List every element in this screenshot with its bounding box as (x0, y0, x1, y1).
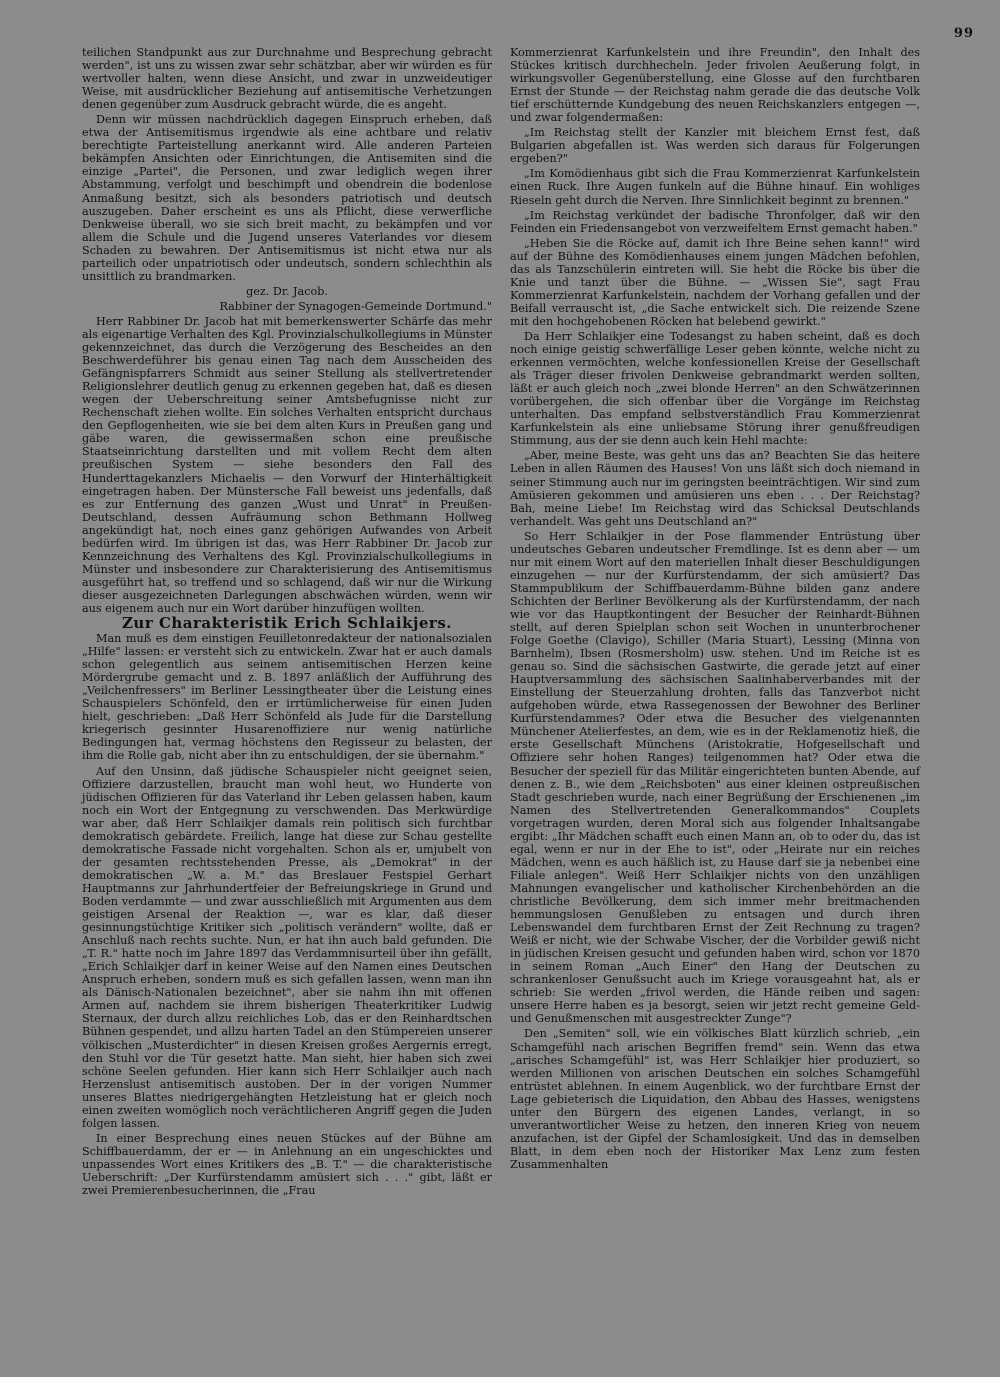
quote-paragraph: „Im Reichstag stellt der Kanzler mit bleichem Ernst fest, daß Bulgarien abgefallen ist. Was werden sich daraus für Folgerungen ergeben?" (510, 126, 920, 166)
paragraph: Da Herr Schlaikjer eine Todesangst zu haben scheint, daß es doch noch einige geistig schwerfällige Leser geben könnte, welche nicht zu erkennen vermöchten, welche konfessionellen Kreise der Gesellschaft als Träger dieser frivolen Denkweise gebrandmarkt werden sollten, läßt er auch gleich noch „zwei blonde Herren" an den Schwätzerinnen vorübergehen, die sich offenbar über die Vorgänge im Reichstag unterhalten. Das empfand selbstverständlich Frau Kommerzienrat Karfunkelstein als eine unliebsame Störung ihrer genußfreudigen Stimmung, aus der sie denn auch kein Hehl machte: (510, 329, 920, 448)
quote-paragraph: „Im Komödienhaus gibt sich die Frau Kommerzienrat Karfunkelstein einen Ruck. Ihre Augen funkeln auf die Bühne hinauf. Ein wohliges Rieseln geht durch die Nerven. Ihre Sinnlichkeit beginnt zu brennen." (510, 167, 920, 207)
page-number: 99 (953, 26, 974, 41)
paragraph: Man muß es dem einstigen Feuilletonredakteur der nationalsozialen „Hilfe" lassen: er versteht sich zu entwickeln. Zwar hat er auch damals schon gelegentlich aus seinem antisemitischen Herzen keine Mördergrube gemacht und z. B. 1897 anläßlich der Aufführung des „Veilchenfressers" im Berliner Lessingtheater über die Leistung eines Schauspielers Schönfeld, den er irrtümlicherweise für einen Juden hielt, geschrieben: „Daß Herr Schönfeld als Jude für die Darstellung kriegerisch gesinnter Husarenoffiziere nur wenig natürliche Bedingungen hat, vermag höchstens den Regisseur zu belasten, der ihm die Rolle gab, nicht aber ihn zu entschuldigen, der sie übernahm." (82, 632, 492, 763)
paragraph: So Herr Schlaikjer in der Pose flammender Entrüstung über undeutsches Gebaren undeutscher Fremdlinge. Ist es denn aber — um nur mit einem Wort auf den materiellen Inhalt dieser Beschuldigungen einzugehen — nur der Kurfürstendamm, der sich amüsiert? Das Stammpublikum der Schiffbauerdamm-Bühne bilden ganz andere Schichten der Berliner Bevölkerung als der Kurfürstendamm, der nach wie vor das Hauptkontingent der Besucher der Reinhardt-Bühnen stellt, auf deren Spielplan schon seit Wochen in ununterbrochener Folge Goethe (Clavigo), Schiller (Maria Stuart), Lessing (Minna von Barnhelm), Ibsen (Rosmersholm) usw. stehen. Und im Reiche ist es genau so. Sind die sächsischen Gastwirte, die gerade jetzt auf einer Hauptversammlung des sächsischen Saalinhaberverbandes mit der Einstellung der Steuerzahlung drohten, falls das Tanzverbot nicht aufgehoben würde, etwa Rassegenossen der Bewohner des Berliner Kurfürstendammes? Oder etwa die Besucher des vielgenannten Münchener Atelierfestes, an dem, wie es in der Reklamenotiz hieß, die erste Gesellschaft Münchens (Aristokratie, Hofgesellschaft und Offiziere sehr hohen Ranges) teilgenommen hat? Oder etwa die Besucher der speziell für das Militär eingerichteten bunten Abende, auf denen z. B., wie dem „Reichsboten" aus einer kleinen ostpreußischen Stadt geschrieben wurde, nach einer Begrüßung der Erschienenen „im Namen des Stellvertretenden Generalkommandos" Couplets vorgetragen wurden, deren Moral sich aus folgender Inhaltsangabe ergibt: „Ihr Mädchen schafft euch einen Mann an, ob to oder du, das ist egal, wenn er nur in der Ehe to ist", oder „Heirate nur ein reiches Mädchen, wenn es auch häßlich ist, zu Hause darf sie ja nebenbei eine Filiale anlegen". Weiß Herr Schlaikjer nichts von den unzähligen Mahnungen evangelischer und katholischer Kirchenbehörden an die christliche Bevölkerung, dem sich immer mehr breitmachenden hemmungslosen Genußleben zu entsagen und durch ihren Lebenswandel dem furchtbaren Ernst der Zeit Rechnung zu tragen? Weiß er nicht, wie der Schwabe Vischer, der die Vorbilder gewiß nicht in jüdischen Kreisen gesucht und gefunden haben wird, schon vor 1870 in seinem Roman „Auch Einer" den Hang der Deutschen zu schrankenloser Genußsucht auch im Kriege vorausgeahnt hat, als er schrieb: Sie werden „frivol werden, die Hände reiben und sagen: unsere Herre haben es ja besorgt, seien wir jetzt recht gemeine Geld- und Genußmenschen mit ausgestreckter Zunge"? (510, 529, 920, 1026)
quote-paragraph: „Im Reichstag verkündet der badische Thronfolger, daß wir den Feinden ein Friedensangebot von verzweifeltem Ernst gemacht haben." (510, 208, 920, 235)
paragraph: Denn wir müssen nachdrücklich dagegen Einspruch erheben, daß etwa der Antisemitismus irgendwie als eine achtbare und relativ berechtigte Parteistellung anerkannt wird. Alle anderen Parteien bekämpfen Ansichten oder Einrichtungen, die Antisemiten sind die einzige „Partei", die Personen, und zwar lediglich wegen ihrer Abstammung, verfolgt und beschimpft und obendrein die bodenlose Anmaßung besitzt, sich als besonders patriotisch und deutsch auszugeben. Daher erscheint es uns als Pflicht, diese verwerfliche Denkweise überall, wo sie sich breit macht, zu bekämpfen und vor allem die Schule und die Jugend unseres Vaterlandes vor diesem Schaden zu bewahren. Der Antisemitismus ist nicht etwa nur als parteilich oder unpatriotisch oder undeutsch, sondern schlechthin als unsittlich zu brandmarken. (82, 113, 492, 283)
article-heading: Zur Charakteristik Erich Schlaikjers. (121, 614, 453, 633)
left-column (82, 46, 492, 1199)
paragraph: Auf den Unsinn, daß jüdische Schauspieler nicht geeignet seien, Offiziere darzustellen, braucht man wohl heut, wo Hunderte von jüdischen Offizieren für das Vaterland ihr Leben gelassen haben, kaum noch ein Wort der Entgegnung zu verschwenden. Das Merkwürdige war aber, daß Herr Schlaikjer damals rein politisch sich furchtbar demokratisch gebärdete. Freilich, lange hat diese zur Schau gestellte demokratische Fassade nicht vorgehalten. Schon als er, umjubelt von der gesamten rechtsstehenden Presse, als „Demokrat" in der demokratischen „W. a. M." das Breslauer Festspiel Gerhart Hauptmanns zur Jahrhundertfeier der Befreiungskriege in Grund und Boden verdammte — und zwar ausschließlich mit Argumenten aus dem geistigen Arsenal der Reaktion —, war es klar, daß dieser gesinnungstüchtige Kritiker sich „politisch verändern" wollte, daß er Anschluß nach rechts suchte. Nun, er hat ihn auch bald gefunden. Die „T. R." hatte noch im Jahre 1897 das Verdammnisurteil über ihn gefällt, „Erich Schlaikjer darf in keiner Weise auf den Namen eines Deutschen Anspruch erheben, sondern muß es sich gefallen lassen, wenn man ihn als Dänisch-Nationalen bezeichnet", aber sie nahm ihn mit offenen Armen auf, nachdem sie ihrem bisherigen Theaterkritiker Ludwig Sternaux, der durch allzu reichliches Lob, das er den Reinhardtschen Bühnen gespendet, und allzu harten Tadel an den Stümpereien unserer völkischen „Musterdichter" in diesen Kreisen großes Aergernis erregt, den Stuhl vor die Tür gesetzt hatte. Man sieht, hier haben sich zwei schöne Seelen gefunden. Hier kann sich Herr Schlaikjer auch nach Herzenslust antisemitisch austoben. Der in der vorigen Nummer unseres Blattes niedrigergehängten Hetzleistung hat er gleich noch einen zweiten womöglich noch verächtlicheren Angriff gegen die Juden folgen lassen. (82, 764, 492, 1130)
quote-paragraph: „Heben Sie die Röcke auf, damit ich Ihre Beine sehen kann!" wird auf der Bühne des Komödienhauses einem jungen Mädchen befohlen, das als Tanzschülerin eintreten will. Sie hebt die Röcke bis über die Knie und tanzt über die Bühne. — „Wissen Sie", sagt Frau Kommerzienrat Karfunkelstein, nachdem der Vorhang gefallen und der Beifall verrauscht ist, „die Sache entwickelt sich. Die reizende Szene mit den hochgehobenen Röcken hat belebend gewirkt." (510, 236, 920, 328)
signature: gez. Dr. Jacob. (246, 284, 328, 298)
signature-organization: Rabbiner der Synagogen-Gemeinde Dortmund." (219, 299, 492, 313)
paragraph: Kommerzienrat Karfunkelstein und ihre Freundin", den Inhalt des Stückes kritisch durchhecheln. Jeder frivolen Aeußerung folgt, in wirkungsvoller Gegenüberstellung, eine Glosse auf den furchtbaren Ernst der Stunde — der Reichstag nahm gerade die das deutsche Volk tief erschütternde Kundgebung des neuen Reichskanzlers entgegen —, und zwar folgendermaßen: (510, 46, 920, 125)
paragraph: teilichen Standpunkt aus zur Durchnahme und Besprechung gebracht werden", ist uns zu wissen zwar sehr schätzbar, aber wir würden es für wertvoller halten, wenn diese Ansicht, und zwar in unzweideutiger Weise, mit ausdrücklicher Beziehung auf antisemitische Verhetzungen denen gegenüber zum Ausdruck gebracht würde, die es angeht. (82, 46, 492, 112)
paragraph: Den „Semiten" soll, wie ein völkisches Blatt kürzlich schrieb, „ein Schamgefühl nach arischen Begriffen fremd" sein. Wenn das etwa „arisches Schamgefühl" ist, was Herr Schlaikjer hier produziert, so werden Millionen von arischen Deutschen ein solches Schamgefühl entrüstet ablehnen. In einem Augenblick, wo der furchtbare Ernst der Lage gebieterisch die Liquidation, den Abbau des Hasses, wenigstens unter den Bürgern des eigenen Landes, verlangt, in so unverantwortlicher Weise zu hetzen, den inneren Krieg von neuem anzufachen, ist der Gipfel der Schamlosigkeit. Und das in demselben Blatt, in dem eben noch der Historiker Max Lenz zum festen Zusammenhalten (510, 1027, 920, 1171)
paragraph: Herr Rabbiner Dr. Jacob hat mit bemerkenswerter Schärfe das mehr als eigenartige Verhalten des Kgl. Provinzialschulkollegiums in Münster gekennzeichnet, das durch die Verzögerung des Bescheides an den Beschwerdeführer bis genau einen Tag nach dem Ausscheiden des Gefängnispfarrers Schmidt aus seiner Stellung als stellvertretender Religionslehrer deutlich genug zu erkennen gegeben hat, daß es diesen wegen der Ueberschreitung seiner Amtsbefugnisse nicht zur Rechenschaft ziehen wollte. Ein solches Verhalten entspricht durchaus den Gepflogenheiten, wie sie bei dem alten Kurs in Preußen gang und gäbe waren, die gewissermaßen schon eine preußische Staatseinrichtung darstellten und mit vollem Recht dem alten preußischen System — siehe besonders den Fall des Hunderttagekanzlers Michaelis — den Vorwurf der Hinterhältigkeit eingetragen haben. Der Münstersche Fall beweist uns jedenfalls, daß es zur Entfernung des ganzen „Wust und Unrat" in Preußen-Deutschland, dessen Aufräumung schon Bethmann Hollweg angekündigt hat, noch eines ganz gehörigen Aufwandes von Arbeit bedürfen wird. Im übrigen ist das, was Herr Rabbiner Dr. Jacob zur Kennzeichnung des Verhaltens des Kgl. Provinzialschulkollegiums in Münster und insbesondere zur Charakterisierung des Antisemitismus ausgeführt hat, so treffend und so schlagend, daß wir nur die Wirkung dieser ausgezeichneten Darlegungen abschwächen würden, wenn wir aus eigenem auch nur ein Wort darüber hinzufügen wollten. (82, 314, 492, 615)
quote-paragraph: „Aber, meine Beste, was geht uns das an? Beachten Sie das heitere Leben in allen Räumen des Hauses! Von uns läßt sich doch niemand in seiner Stimmung auch nur im geringsten beeinträchtigen. Wir sind zum Amüsieren gekommen und amüsieren uns eben . . . Der Reichstag? Bah, meine Liebe! Im Reichstag wird das Schicksal Deutschlands verhandelt. Was geht uns Deutschland an?" (510, 449, 920, 528)
paragraph: In einer Besprechung eines neuen Stückes auf der Bühne am Schiffbauerdamm, der er — in Anlehnung an ein ungeschicktes und unpassendes Wort eines Kritikers des „B. T." — die charakteristische Ueberschrift: „Der Kurfürstendamm amüsiert sich . . ." gibt, läßt er zwei Premierenbesucherinnen, die „Frau (82, 1131, 492, 1198)
right-column (510, 46, 920, 1173)
